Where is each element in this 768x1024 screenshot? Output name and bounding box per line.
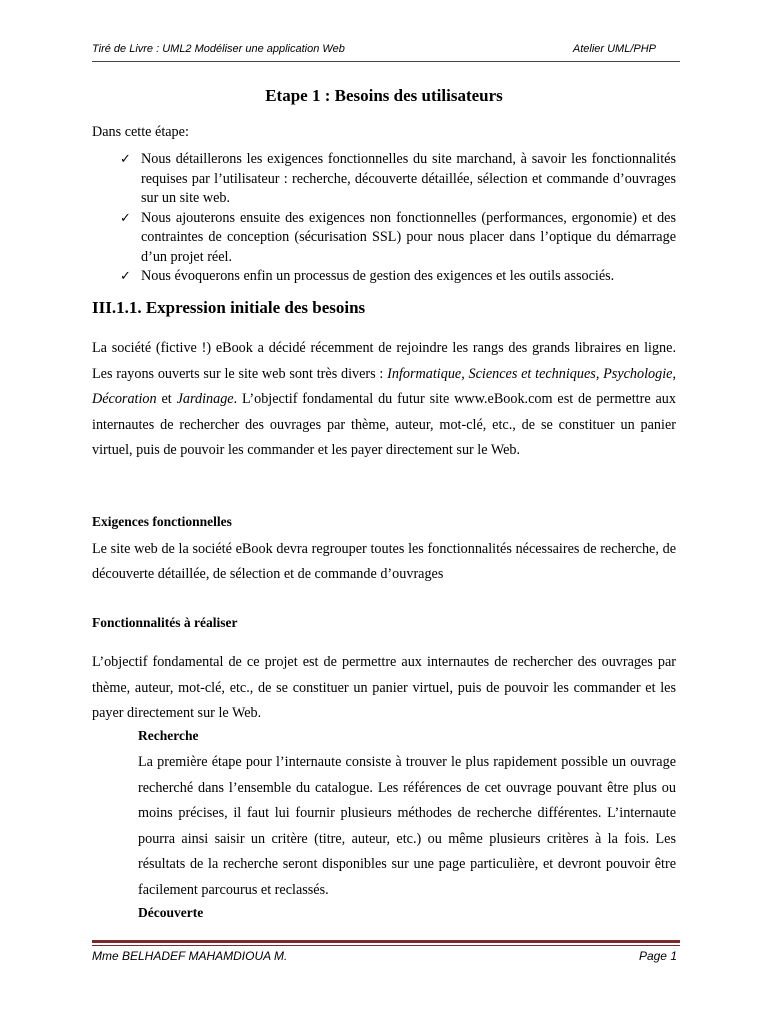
category-sciences: Sciences et techniques xyxy=(468,365,596,382)
check-mark-icon: ✓ xyxy=(120,269,131,284)
paragraph-intro: La société (fictive !) eBook a décidé récemment de rejoindre les rangs des grands libraires en ligne. Les rayons ouverts sur le site web sont très divers : Informatique, Sciences et techniques, Psychologie, Décoration et Jardinage. L’objectif fondamental du futur site www.eBook.com est de permettre aux internautes de rechercher des ouvrages par thème, auteur, mot-clé, etc., de se constituer un panier virtuel, puis de pouvoir les commander et les payer directement sur le Web. xyxy=(92,340,677,458)
paragraph-fonctionnalites: L’objectif fondamental de ce projet est de permettre aux internautes de rechercher des ouvrages par thème, auteur, mot-clé, etc., de se constituer un panier virtuel, puis de pouvoir les commander et les payer directement sur le Web. xyxy=(92,654,676,721)
subheading-recherche: Recherche xyxy=(138,728,199,743)
subheading-fonctionnalites: Fonctionnalités à réaliser xyxy=(92,615,238,630)
section-heading: III.1.1. Expression initiale des besoins xyxy=(92,298,366,317)
page-footer xyxy=(92,949,680,967)
category-jardinage: Jardinage xyxy=(176,391,234,407)
bullet-list xyxy=(120,150,676,287)
check-mark-icon: ✓ xyxy=(120,152,131,167)
page-header xyxy=(92,43,676,61)
category-psychologie: Psychologie xyxy=(603,365,673,382)
header-rule xyxy=(92,61,680,62)
intro-text: Dans cette étape: xyxy=(92,124,189,140)
list-item-text: Nous ajouterons ensuite des exigences non fonctionnelles (performances, ergonomie) et des contraintes de conception (sécurisation SSL) pour nous placer dans l’optique du démarrage d’un projet réel. xyxy=(141,209,676,265)
header-right-text: Atelier UML/PHP xyxy=(572,43,656,55)
header-left-text: Tiré de Livre : UML2 Modéliser une application Web xyxy=(92,43,345,55)
category-informatique: Informatique xyxy=(387,365,462,382)
paragraph-recherche: La première étape pour l’internaute consiste à trouver le plus rapidement possible un ouvrage recherché dans l’ensemble du catalogue. Les références de cet ouvrage pouvant être plus ou moins précises, il faut lui fournir plusieurs méthodes de recherche différentes. L’internaute pourra ainsi saisir un critère (titre, auteur, etc.) ou même plusieurs critères à la fois. Les résultats de la recherche seront disponibles sur une page particulière, et devront pouvoir être facilement parcourus et reclassés. xyxy=(138,754,676,898)
page-number: Page 1 xyxy=(638,949,677,963)
list-item-text: Nous évoquerons enfin un processus de gestion des exigences et les outils associés. xyxy=(141,268,615,284)
subheading-decouverte: Découverte xyxy=(138,905,204,920)
footer-rule-thick xyxy=(92,940,680,943)
footer-author: Mme BELHADEF MAHAMDIOUA M. xyxy=(92,949,288,963)
list-item-text: Nous détaillerons les exigences fonctionnelles du site marchand, à savoir les fonctionnalités requises par l’utilisateur : recherche, découverte détaillée, sélection et commande d’ouvrages sur un site web. xyxy=(141,151,676,206)
page-title: Etape 1 : Besoins des utilisateurs xyxy=(265,86,503,105)
subheading-exigences: Exigences fonctionnelles xyxy=(92,514,232,529)
list-item xyxy=(120,267,676,287)
category-decoration: Décoration xyxy=(92,391,157,407)
list-item xyxy=(120,209,676,268)
check-mark-icon: ✓ xyxy=(120,210,131,226)
list-item xyxy=(120,150,676,209)
paragraph-exigences: Le site web de la société eBook devra regrouper toutes les fonctionnalités nécessaires de recherche, de découverte détaillée, de sélection et de commande d’ouvrages xyxy=(92,541,676,582)
footer-rule-thin xyxy=(92,945,680,946)
